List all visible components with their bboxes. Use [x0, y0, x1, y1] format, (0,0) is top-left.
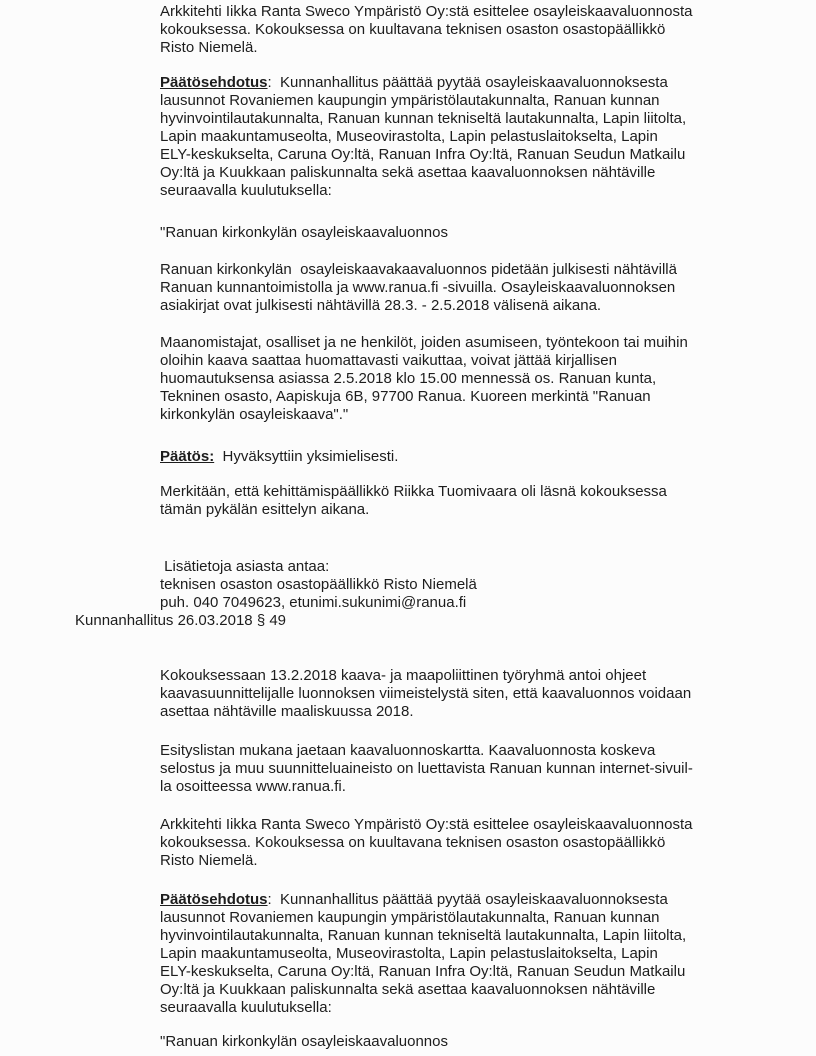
- text-line: seuraavalla kuulutuksella:: [160, 999, 332, 1016]
- text-line: oloihin kaava saattaa huomattavasti vaikuttaa, voivat jättää kirjallisen: [160, 352, 617, 369]
- text-line: kokouksessa. Kokouksessa on kuultavana teknisen osaston osastopäällikkö: [160, 21, 666, 38]
- text-line: ELY-keskukselta, Caruna Oy:ltä, Ranuan Infra Oy:ltä, Ranuan Seudun Matkailu: [160, 146, 686, 163]
- text-line: kokouksessa. Kokouksessa on kuultavana teknisen osaston osastopäällikkö: [160, 834, 666, 851]
- text-line: Esityslistan mukana jaetaan kaavaluonnoskartta. Kaavaluonnosta koskeva: [160, 742, 656, 759]
- text-line: "Ranuan kirkonkylän osayleiskaavaluonnos: [160, 224, 448, 241]
- text-line: Oy:ltä ja Kuukkaan paliskunnalta sekä asettaa kaavaluonnoksen nähtäville: [160, 164, 656, 181]
- text-line: asiakirjat ovat julkisesti nähtävillä 28.3. - 2.5.2018 välisenä aikana.: [160, 297, 602, 314]
- paragraph-continuation: [160, 92, 686, 200]
- text-run: Kunnanhallitus päättää pyytää osayleiskaavaluonnoksesta: [271, 891, 668, 908]
- label-colon: :: [267, 891, 272, 908]
- text-line: selostus ja muu suunnitteluaineisto on luettavista Ranuan kunnan internet-sivuil-: [160, 760, 693, 777]
- text-run: Hyväksyttiin yksimielisesti.: [214, 448, 399, 465]
- text-line: ELY-keskukselta, Caruna Oy:ltä, Ranuan Infra Oy:ltä, Ranuan Seudun Matkailu: [160, 963, 686, 980]
- text-line: Kokouksessaan 13.2.2018 kaava- ja maapoliittinen työryhmä antoi ohjeet: [160, 667, 647, 684]
- text-line: Ranuan kirkonkylän osayleiskaavakaavaluonnos pidetään julkisesti nähtävillä: [160, 261, 677, 278]
- contact-info-block: [160, 558, 477, 612]
- paragraph-working-group: [160, 667, 691, 721]
- section-reference-line: Kunnanhallitus 26.03.2018 § 49: [75, 612, 287, 629]
- paragraph-public-display: [160, 261, 677, 315]
- text-line: Lisätietoja asiasta antaa:: [160, 558, 330, 575]
- text-line: hyvinvointilautakunnalta, Ranuan kunnan tekniseltä lautakunnalta, Lapin liitolta,: [160, 927, 687, 944]
- text-line: tämän pykälän esittelyn aikana.: [160, 501, 370, 518]
- paragraph-decision-proposal: [160, 74, 686, 200]
- paragraph-agenda-materials: [160, 742, 693, 796]
- text-line: "Ranuan kirkonkylän osayleiskaavaluonnos: [160, 1033, 448, 1050]
- text-run: Kunnanhallitus päättää pyytää osayleiskaavaluonnoksesta: [271, 74, 668, 91]
- decision-proposal-label: Päätösehdotus: [160, 74, 268, 91]
- text-line: huomautuksensa asiassa 2.5.2018 klo 15.00 mennessä os. Ranuan kunta,: [160, 370, 657, 387]
- text-line: seuraavalla kuulutuksella:: [160, 182, 332, 199]
- text-line: teknisen osaston osastopäällikkö Risto Niemelä: [160, 576, 477, 593]
- text-line: [160, 891, 686, 909]
- text-line: kaavasuunnittelijalle luonnoksen viimeistelystä siten, että kaavaluonnos voidaan: [160, 685, 692, 702]
- quote-plan-title-2: [160, 1033, 448, 1051]
- text-line: Risto Niemelä.: [160, 39, 258, 56]
- text-line: Lapin maakuntamuseolta, Museovirastolta, Lapin pelastuslaitokselta, Lapin: [160, 945, 658, 962]
- paragraph-presenter-info: [160, 3, 693, 57]
- text-line: Oy:ltä ja Kuukkaan paliskunnalta sekä asettaa kaavaluonnoksen nähtäville: [160, 981, 656, 998]
- text-line: hyvinvointilautakunnalta, Ranuan kunnan tekniseltä lautakunnalta, Lapin liitolta,: [160, 110, 687, 127]
- text-line: Ranuan kunnantoimistolla ja www.ranua.fi -sivuilla. Osayleiskaavaluonnoksen: [160, 279, 676, 296]
- quote-plan-title: [160, 224, 448, 242]
- text-line: Tekninen osasto, Aapiskuja 6B, 97700 Ranua. Kuoreen merkintä "Ranuan: [160, 388, 651, 405]
- paragraph-presenter-info-2: [160, 816, 693, 870]
- paragraph-decision: [160, 448, 398, 466]
- paragraph-continuation: [160, 909, 686, 1017]
- text-line: Lapin maakuntamuseolta, Museovirastolta, Lapin pelastuslaitokselta, Lapin: [160, 128, 658, 145]
- text-line: Merkitään, että kehittämispäällikkö Riikka Tuomivaara oli läsnä kokouksessa: [160, 483, 667, 500]
- text-line: lausunnot Rovaniemen kaupungin ympäristölautakunnalta, Ranuan kunnan: [160, 92, 660, 109]
- paragraph-decision-proposal-2: [160, 891, 686, 1017]
- text-line: Arkkitehti Iikka Ranta Sweco Ympäristö Oy:stä esittelee osayleiskaavaluonnosta: [160, 816, 693, 833]
- decision-label: Päätös:: [160, 448, 215, 465]
- text-line: [160, 74, 686, 92]
- label-colon: :: [267, 74, 272, 91]
- text-line: Risto Niemelä.: [160, 852, 258, 869]
- text-line: lausunnot Rovaniemen kaupungin ympäristölautakunnalta, Ranuan kunnan: [160, 909, 660, 926]
- text-line: Arkkitehti Iikka Ranta Sweco Ympäristö Oy:stä esittelee osayleiskaavaluonnosta: [160, 3, 693, 20]
- paragraph-landowner-notice: [160, 334, 688, 424]
- text-line: la osoitteessa www.ranua.fi.: [160, 778, 346, 795]
- text-line: puh. 040 7049623, etunimi.sukunimi@ranua.fi: [160, 594, 467, 611]
- text-line: kirkonkylän osayleiskaava".": [160, 406, 349, 423]
- decision-proposal-label: Päätösehdotus: [160, 891, 268, 908]
- text-line: asettaa nähtäville maaliskuussa 2018.: [160, 703, 414, 720]
- text-line: Maanomistajat, osalliset ja ne henkilöt, joiden asumiseen, työntekoon tai muihin: [160, 334, 688, 351]
- paragraph-attendance-note: [160, 483, 667, 519]
- text-line: [160, 448, 398, 466]
